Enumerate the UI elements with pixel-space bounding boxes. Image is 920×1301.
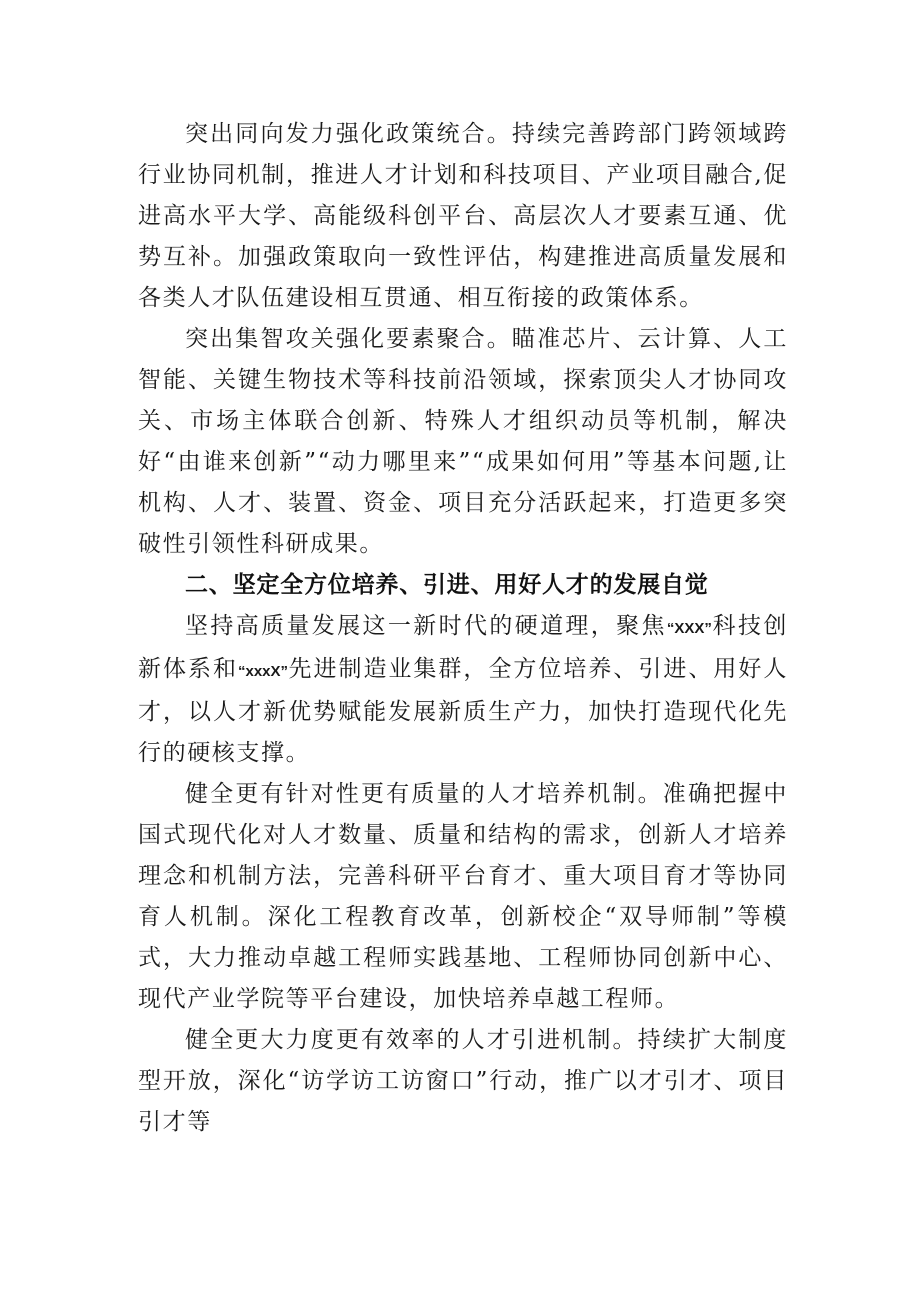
paragraph-talent-training: 健全更有针对性更有质量的人才培养机制。准确把握中国式现代化对人才数量、质量和结构的需求，创新人才培养理念和机制方法，完善科研平台育才、重大项目育才等协同育人机制。深化工程教育改革，创新校企“双导师制”等模式，大力推动卓越工程师实践基地、工程师协同创新中心、现代产业学院等平台建设，加快培养卓越工程师。 <box>138 781 788 1012</box>
paragraph-policy-integration: 突出同向发力强化政策统合。持续完善跨部门跨领域跨行业协同机制，推进人才计划和科技项目、产业项目融合,促进高水平大学、高能级科创平台、高层次人才要素互通、优势互补。加强政策取向一致性评估，构建推进高质量发展和各类人才队伍建设相互贯通、相互衔接的政策体系。 <box>138 121 788 311</box>
paragraph-text-segment: 先进制造业集群，全方位培养、引进、用好人才，以人才新优势赋能发展新质生产力，加快打造现代化先行的硬核支撑。 <box>138 656 789 766</box>
paragraph-high-quality-development <box>138 606 788 774</box>
section-heading-2: 二、坚定全方位培养、引进、用好人才的发展自觉 <box>185 572 709 598</box>
document-body <box>138 114 788 1143</box>
placeholder-code-2: “xxxX” <box>238 663 289 680</box>
paragraph-factor-aggregation: 突出集智攻关强化要素聚合。瞄准芯片、云计算、人工智能、关键生物技术等科技前沿领域，探索顶尖人才协同攻关、市场主体联合创新、特殊人才组织动员等机制，解决好“由谁来创新”“动力哪里来”“成果如何用”等基本问题,让机构、人才、装置、资金、项目充分活跃起来，打造更多突破性引领性科研成果。 <box>138 326 788 557</box>
paragraph-text-segment: 科技创新体系和 <box>138 613 788 682</box>
paragraph-text-segment: 坚持高质量发展这一新时代的硬道理，聚焦 <box>185 613 667 639</box>
placeholder-code-1: “XXX” <box>666 620 712 637</box>
paragraph-talent-introduction: 健全更大力度更有效率的人才引进机制。持续扩大制度型开放，深化“访学访工访窗口”行动，推广以才引才、项目引才等 <box>138 1027 788 1135</box>
